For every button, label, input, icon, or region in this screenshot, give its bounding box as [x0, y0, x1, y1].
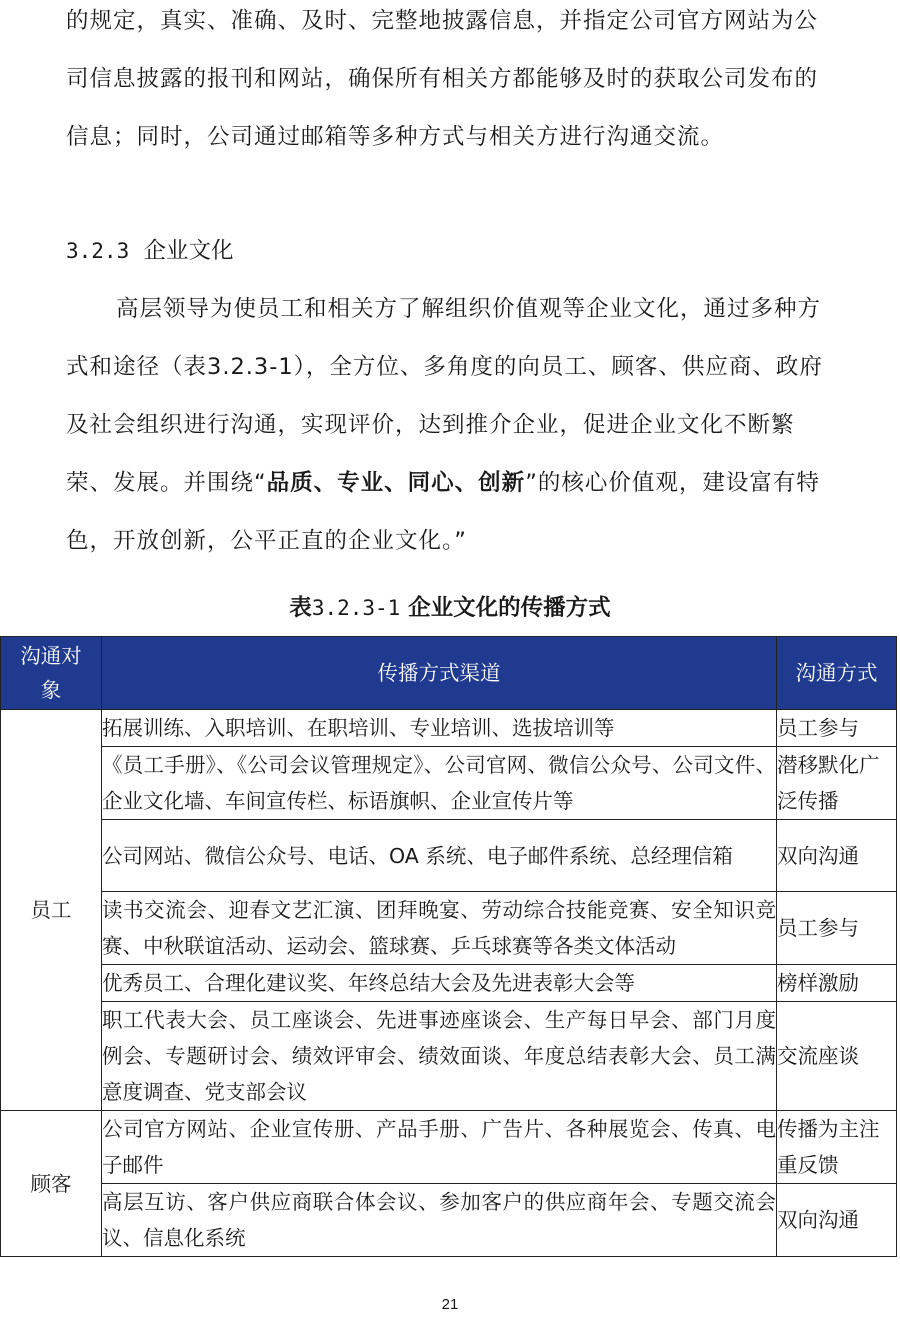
target-cell: 顾客 [1, 1111, 102, 1257]
table-row [1, 1002, 897, 1111]
body-paragraph: 的规定，真实、准确、及时、完整地披露信息，并指定公司官方网站为公司信息披露的报刊和网站，确保所有相关方都能够及时的获取公司发布的信息；同时，公司通过邮箱等多种方式与相关方进行沟通交流。 [66, 8, 819, 150]
method-cell: 员工参与 [777, 710, 897, 747]
target-cell: 员工 [1, 710, 102, 1111]
channel-cell: 高层互访、客户供应商联合体会议、参加客户的供应商年会、专题交流会议、信息化系统 [102, 1184, 777, 1257]
table-header-row [1, 637, 897, 710]
header-channel: 传播方式渠道 [102, 637, 777, 710]
channel-cell: 拓展训练、入职培训、在职培训、专业培训、选拔培训等 [102, 710, 777, 747]
core-values: 品质、专业、同心、创新 [266, 470, 526, 496]
table-row [1, 965, 897, 1002]
method-cell: 双向沟通 [777, 1184, 897, 1257]
table-caption [0, 588, 900, 628]
header-method: 沟通方式 [777, 637, 897, 710]
section-number: 3.2.3 [66, 239, 130, 263]
method-cell: 传播为主注重反馈 [777, 1111, 897, 1184]
paragraph-text-before: 高层领导为使员工和相关方了解组织价值观等企业文化，通过多种方式和途径（表3.2.3-1），全方位、多角度的向员工、顾客、供应商、政府及社会组织进行沟通，实现评价，达到推介企业，促进企业文化不断繁荣、发展。并围绕“ [66, 296, 823, 496]
method-cell: 交流座谈 [777, 1002, 897, 1111]
table-row [1, 820, 897, 892]
table-row [1, 1111, 897, 1184]
method-cell: 潜移默化广泛传播 [777, 747, 897, 820]
channel-cell: 职工代表大会、员工座谈会、先进事迹座谈会、生产每日早会、部门月度例会、专题研讨会、绩效评审会、绩效面谈、年度总结表彰大会、员工满意度调查、党支部会议 [102, 1002, 777, 1111]
section-title: 企业文化 [143, 238, 234, 264]
table-caption-text: 企业文化的传播方式 [408, 595, 611, 621]
page-number: 21 [441, 1296, 459, 1313]
channel-cell: 读书交流会、迎春文艺汇演、团拜晚宴、劳动综合技能竞赛、安全知识竞赛、中秋联谊活动、运动会、篮球赛、乒乓球赛等各类文体活动 [102, 892, 777, 965]
channel-cell: 公司网站、微信公众号、电话、OA 系统、电子邮件系统、总经理信箱 [102, 820, 777, 892]
table-caption-prefix: 表 [289, 595, 312, 621]
table-row [1, 747, 897, 820]
channel-cell: 《员工手册》、《公司会议管理规定》、公司官网、微信公众号、公司文件、企业文化墙、车间宣传栏、标语旗帜、企业宣传片等 [102, 747, 777, 820]
header-target: 沟通对象 [1, 637, 102, 710]
communication-table [0, 636, 897, 1257]
method-cell: 榜样激励 [777, 965, 897, 1002]
table-caption-number: 3.2.3-1 [311, 596, 401, 620]
paragraph-text-after: ”的核心价值观，建设富有特色，开放创新，公平正直的企业文化。” [66, 470, 820, 554]
body-paragraph-culture [66, 280, 826, 570]
channel-cell: 公司官方网站、企业宣传册、产品手册、广告片、各种展览会、传真、电子邮件 [102, 1111, 777, 1184]
table-row [1, 1184, 897, 1257]
channel-cell: 优秀员工、合理化建议奖、年终总结大会及先进表彰大会等 [102, 965, 777, 1002]
table-row [1, 892, 897, 965]
section-heading [66, 222, 234, 280]
method-cell: 双向沟通 [777, 820, 897, 892]
table-row [1, 710, 897, 747]
method-cell: 员工参与 [777, 892, 897, 965]
